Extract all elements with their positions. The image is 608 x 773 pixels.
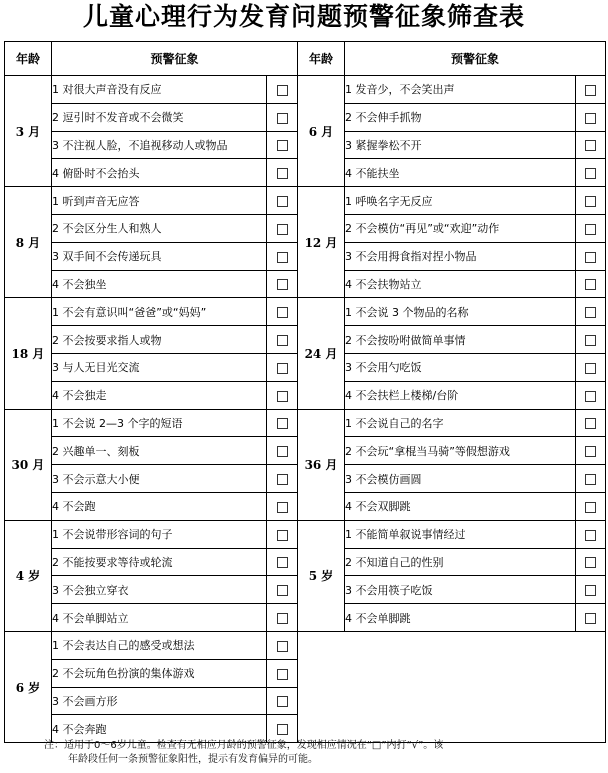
checkbox-cell[interactable]: [267, 326, 298, 354]
warning-sign-item: 4 不会扶栏上楼梯/台阶: [345, 381, 576, 409]
screening-table: [4, 41, 606, 743]
checkbox-icon[interactable]: [585, 224, 596, 235]
checkbox-icon[interactable]: [277, 613, 288, 624]
checkbox-cell[interactable]: [267, 520, 298, 548]
checkbox-cell[interactable]: [267, 492, 298, 520]
warning-sign-item: 1 不会说自己的名字: [345, 409, 576, 437]
warning-sign-item: 4 不会奔跑: [52, 715, 267, 743]
warning-sign-item: 4 不能扶坐: [345, 159, 576, 187]
checkbox-cell[interactable]: [267, 103, 298, 131]
signs-header-right: 预警征象: [345, 42, 606, 76]
age-cell: 8 月: [5, 187, 52, 298]
warning-sign-item: 1 不会说带形容词的句子: [52, 520, 267, 548]
warning-sign-item: 4 不会单脚跳: [345, 604, 576, 632]
checkbox-icon[interactable]: [277, 446, 288, 457]
warning-sign-item: 1 不会说 2—3 个字的短语: [52, 409, 267, 437]
warning-sign-item: 1 不会表达自己的感受或想法: [52, 631, 267, 659]
age-cell: 36 月: [298, 409, 345, 520]
warning-sign-item: 4 不会跑: [52, 492, 267, 520]
warning-sign-item: 2 不知道自己的性别: [345, 548, 576, 576]
warning-sign-item: 3 不会用拇食指对捏小物品: [345, 242, 576, 270]
signs-header-left: 预警征象: [52, 42, 298, 76]
warning-sign-item: 1 听到声音无应答: [52, 187, 267, 215]
checkbox-icon[interactable]: [585, 585, 596, 596]
checkbox-icon[interactable]: [585, 196, 596, 207]
checkbox-icon[interactable]: [277, 252, 288, 263]
age-header-right: 年龄: [298, 42, 345, 76]
checkbox-cell[interactable]: [576, 187, 606, 215]
checkbox-cell[interactable]: [576, 548, 606, 576]
checkbox-cell[interactable]: [576, 242, 606, 270]
warning-sign-item: 1 发音少，不会笑出声: [345, 76, 576, 104]
checkbox-cell[interactable]: [267, 465, 298, 493]
checkbox-icon[interactable]: [277, 502, 288, 513]
checkbox-cell[interactable]: [267, 242, 298, 270]
header-row: [5, 42, 606, 76]
checkbox-cell[interactable]: [576, 131, 606, 159]
checkbox-cell[interactable]: [576, 76, 606, 104]
checkbox-cell[interactable]: [267, 298, 298, 326]
warning-sign-item: 3 与人无目光交流: [52, 353, 267, 381]
checkbox-icon[interactable]: [585, 85, 596, 96]
checkbox-icon[interactable]: [277, 418, 288, 429]
checkbox-cell[interactable]: [576, 159, 606, 187]
checkbox-icon[interactable]: [277, 85, 288, 96]
age-cell: 4 岁: [5, 520, 52, 631]
table-row: [5, 76, 606, 104]
warning-sign-item: 2 不会玩角色扮演的集体游戏: [52, 659, 267, 687]
checkbox-icon[interactable]: [585, 307, 596, 318]
warning-sign-item: 1 不能简单叙说事情经过: [345, 520, 576, 548]
table-row: [5, 409, 606, 437]
checkbox-icon[interactable]: [277, 140, 288, 151]
checkbox-cell[interactable]: [267, 437, 298, 465]
checkbox-icon[interactable]: [585, 252, 596, 263]
warning-sign-item: 4 不会独走: [52, 381, 267, 409]
checkbox-icon[interactable]: [585, 613, 596, 624]
checkbox-cell[interactable]: [576, 214, 606, 242]
checkbox-cell[interactable]: [576, 437, 606, 465]
checkbox-icon[interactable]: [585, 530, 596, 541]
checkbox-cell[interactable]: [576, 492, 606, 520]
checkbox-icon[interactable]: [277, 363, 288, 374]
warning-sign-item: 1 不会有意识叫“爸爸”或“妈妈”: [52, 298, 267, 326]
checkbox-icon[interactable]: [277, 307, 288, 318]
age-cell: 6 岁: [5, 631, 52, 742]
checkbox-cell[interactable]: [267, 131, 298, 159]
checkbox-cell[interactable]: [267, 631, 298, 659]
age-cell: 3 月: [5, 76, 52, 187]
checkbox-icon[interactable]: [585, 474, 596, 485]
page-title: 儿童心理行为发育问题预警征象筛查表: [82, 2, 525, 31]
checkbox-icon[interactable]: [277, 391, 288, 402]
checkbox-cell[interactable]: [576, 326, 606, 354]
checkbox-icon[interactable]: [585, 446, 596, 457]
checkbox-icon[interactable]: [277, 279, 288, 290]
checkbox-icon[interactable]: [277, 557, 288, 568]
warning-sign-item: 3 不会独立穿衣: [52, 576, 267, 604]
footnote-line-2: 年龄段任何一条预警征象阳性，提示有发育偏异的可能。: [68, 754, 318, 765]
warning-sign-item: 3 不会用勺吃饭: [345, 353, 576, 381]
checkbox-cell[interactable]: [267, 687, 298, 715]
checkbox-icon[interactable]: [585, 140, 596, 151]
checkbox-icon[interactable]: [277, 669, 288, 680]
checkbox-icon[interactable]: [585, 391, 596, 402]
checkbox-icon[interactable]: [585, 557, 596, 568]
warning-sign-item: 3 不会示意大小便: [52, 465, 267, 493]
empty-cell: [298, 631, 606, 742]
checkbox-cell[interactable]: [267, 270, 298, 298]
checkbox-cell[interactable]: [576, 298, 606, 326]
table-row: [5, 631, 606, 659]
warning-sign-item: 2 不会伸手抓物: [345, 103, 576, 131]
age-header-left: 年龄: [5, 42, 52, 76]
checkbox-cell[interactable]: [267, 576, 298, 604]
checkbox-cell[interactable]: [576, 576, 606, 604]
warning-sign-item: 3 不会画方形: [52, 687, 267, 715]
warning-sign-item: 2 不会按吩咐做简单事情: [345, 326, 576, 354]
checkbox-cell[interactable]: [576, 520, 606, 548]
checkbox-icon[interactable]: [277, 641, 288, 652]
footnote-line-1: 注：适用于0～6岁儿童。检查有无相应月龄的预警征象，发现相应情况在“□”内打“√”。该: [44, 740, 444, 751]
checkbox-icon[interactable]: [585, 168, 596, 179]
checkbox-cell[interactable]: [576, 465, 606, 493]
warning-sign-item: 3 不会模仿画圆: [345, 465, 576, 493]
checkbox-cell[interactable]: [267, 353, 298, 381]
checkbox-cell[interactable]: [267, 548, 298, 576]
warning-sign-item: 2 不能按要求等待或轮流: [52, 548, 267, 576]
checkbox-cell[interactable]: [576, 604, 606, 632]
age-cell: 18 月: [5, 298, 52, 409]
checkbox-cell[interactable]: [267, 187, 298, 215]
checkbox-icon[interactable]: [585, 335, 596, 346]
checkbox-icon[interactable]: [585, 418, 596, 429]
checkbox-cell[interactable]: [267, 76, 298, 104]
footnote: [44, 739, 584, 767]
age-cell: 12 月: [298, 187, 345, 298]
warning-sign-item: 2 不会玩“拿棍当马骑”等假想游戏: [345, 437, 576, 465]
checkbox-cell[interactable]: [267, 659, 298, 687]
checkbox-icon[interactable]: [277, 530, 288, 541]
warning-sign-item: 2 不会按要求指人或物: [52, 326, 267, 354]
warning-sign-item: 3 双手间不会传递玩具: [52, 242, 267, 270]
checkbox-icon[interactable]: [585, 279, 596, 290]
warning-sign-item: 4 不会独坐: [52, 270, 267, 298]
checkbox-icon[interactable]: [585, 502, 596, 513]
checkbox-icon[interactable]: [585, 363, 596, 374]
age-cell: 24 月: [298, 298, 345, 409]
checkbox-icon[interactable]: [277, 696, 288, 707]
warning-sign-item: 4 不会扶物站立: [345, 270, 576, 298]
warning-sign-item: 2 逗引时不发音或不会微笑: [52, 103, 267, 131]
checkbox-cell[interactable]: [267, 409, 298, 437]
warning-sign-item: 2 兴趣单一、刻板: [52, 437, 267, 465]
checkbox-icon[interactable]: [277, 474, 288, 485]
checkbox-icon[interactable]: [277, 196, 288, 207]
warning-sign-item: 1 不会说 3 个物品的名称: [345, 298, 576, 326]
warning-sign-item: 4 不会双脚跳: [345, 492, 576, 520]
checkbox-icon[interactable]: [277, 168, 288, 179]
table-row: [5, 520, 606, 548]
checkbox-cell[interactable]: [576, 103, 606, 131]
checkbox-cell[interactable]: [267, 381, 298, 409]
warning-sign-item: 4 不会单脚站立: [52, 604, 267, 632]
warning-sign-item: 1 对很大声音没有反应: [52, 76, 267, 104]
table-row: [5, 298, 606, 326]
warning-sign-item: 3 不注视人脸，不追视移动人或物品: [52, 131, 267, 159]
checkbox-icon[interactable]: [277, 585, 288, 596]
checkbox-cell[interactable]: [576, 381, 606, 409]
age-cell: 6 月: [298, 76, 345, 187]
checkbox-icon[interactable]: [277, 224, 288, 235]
checkbox-cell[interactable]: [267, 214, 298, 242]
checkbox-cell[interactable]: [267, 604, 298, 632]
warning-sign-item: 3 不会用筷子吃饭: [345, 576, 576, 604]
checkbox-icon[interactable]: [585, 113, 596, 124]
age-cell: 30 月: [5, 409, 52, 520]
warning-sign-item: 2 不会区分生人和熟人: [52, 214, 267, 242]
table-row: [5, 187, 606, 215]
checkbox-icon[interactable]: [277, 724, 288, 735]
warning-sign-item: 1 呼唤名字无反应: [345, 187, 576, 215]
checkbox-cell[interactable]: [576, 270, 606, 298]
warning-sign-item: 4 俯卧时不会抬头: [52, 159, 267, 187]
checkbox-cell[interactable]: [576, 409, 606, 437]
checkbox-icon[interactable]: [277, 335, 288, 346]
checkbox-cell[interactable]: [267, 159, 298, 187]
warning-sign-item: 2 不会模仿“再见”或“欢迎”动作: [345, 214, 576, 242]
age-cell: 5 岁: [298, 520, 345, 631]
warning-sign-item: 3 紧握拳松不开: [345, 131, 576, 159]
checkbox-cell[interactable]: [576, 353, 606, 381]
checkbox-icon[interactable]: [277, 113, 288, 124]
